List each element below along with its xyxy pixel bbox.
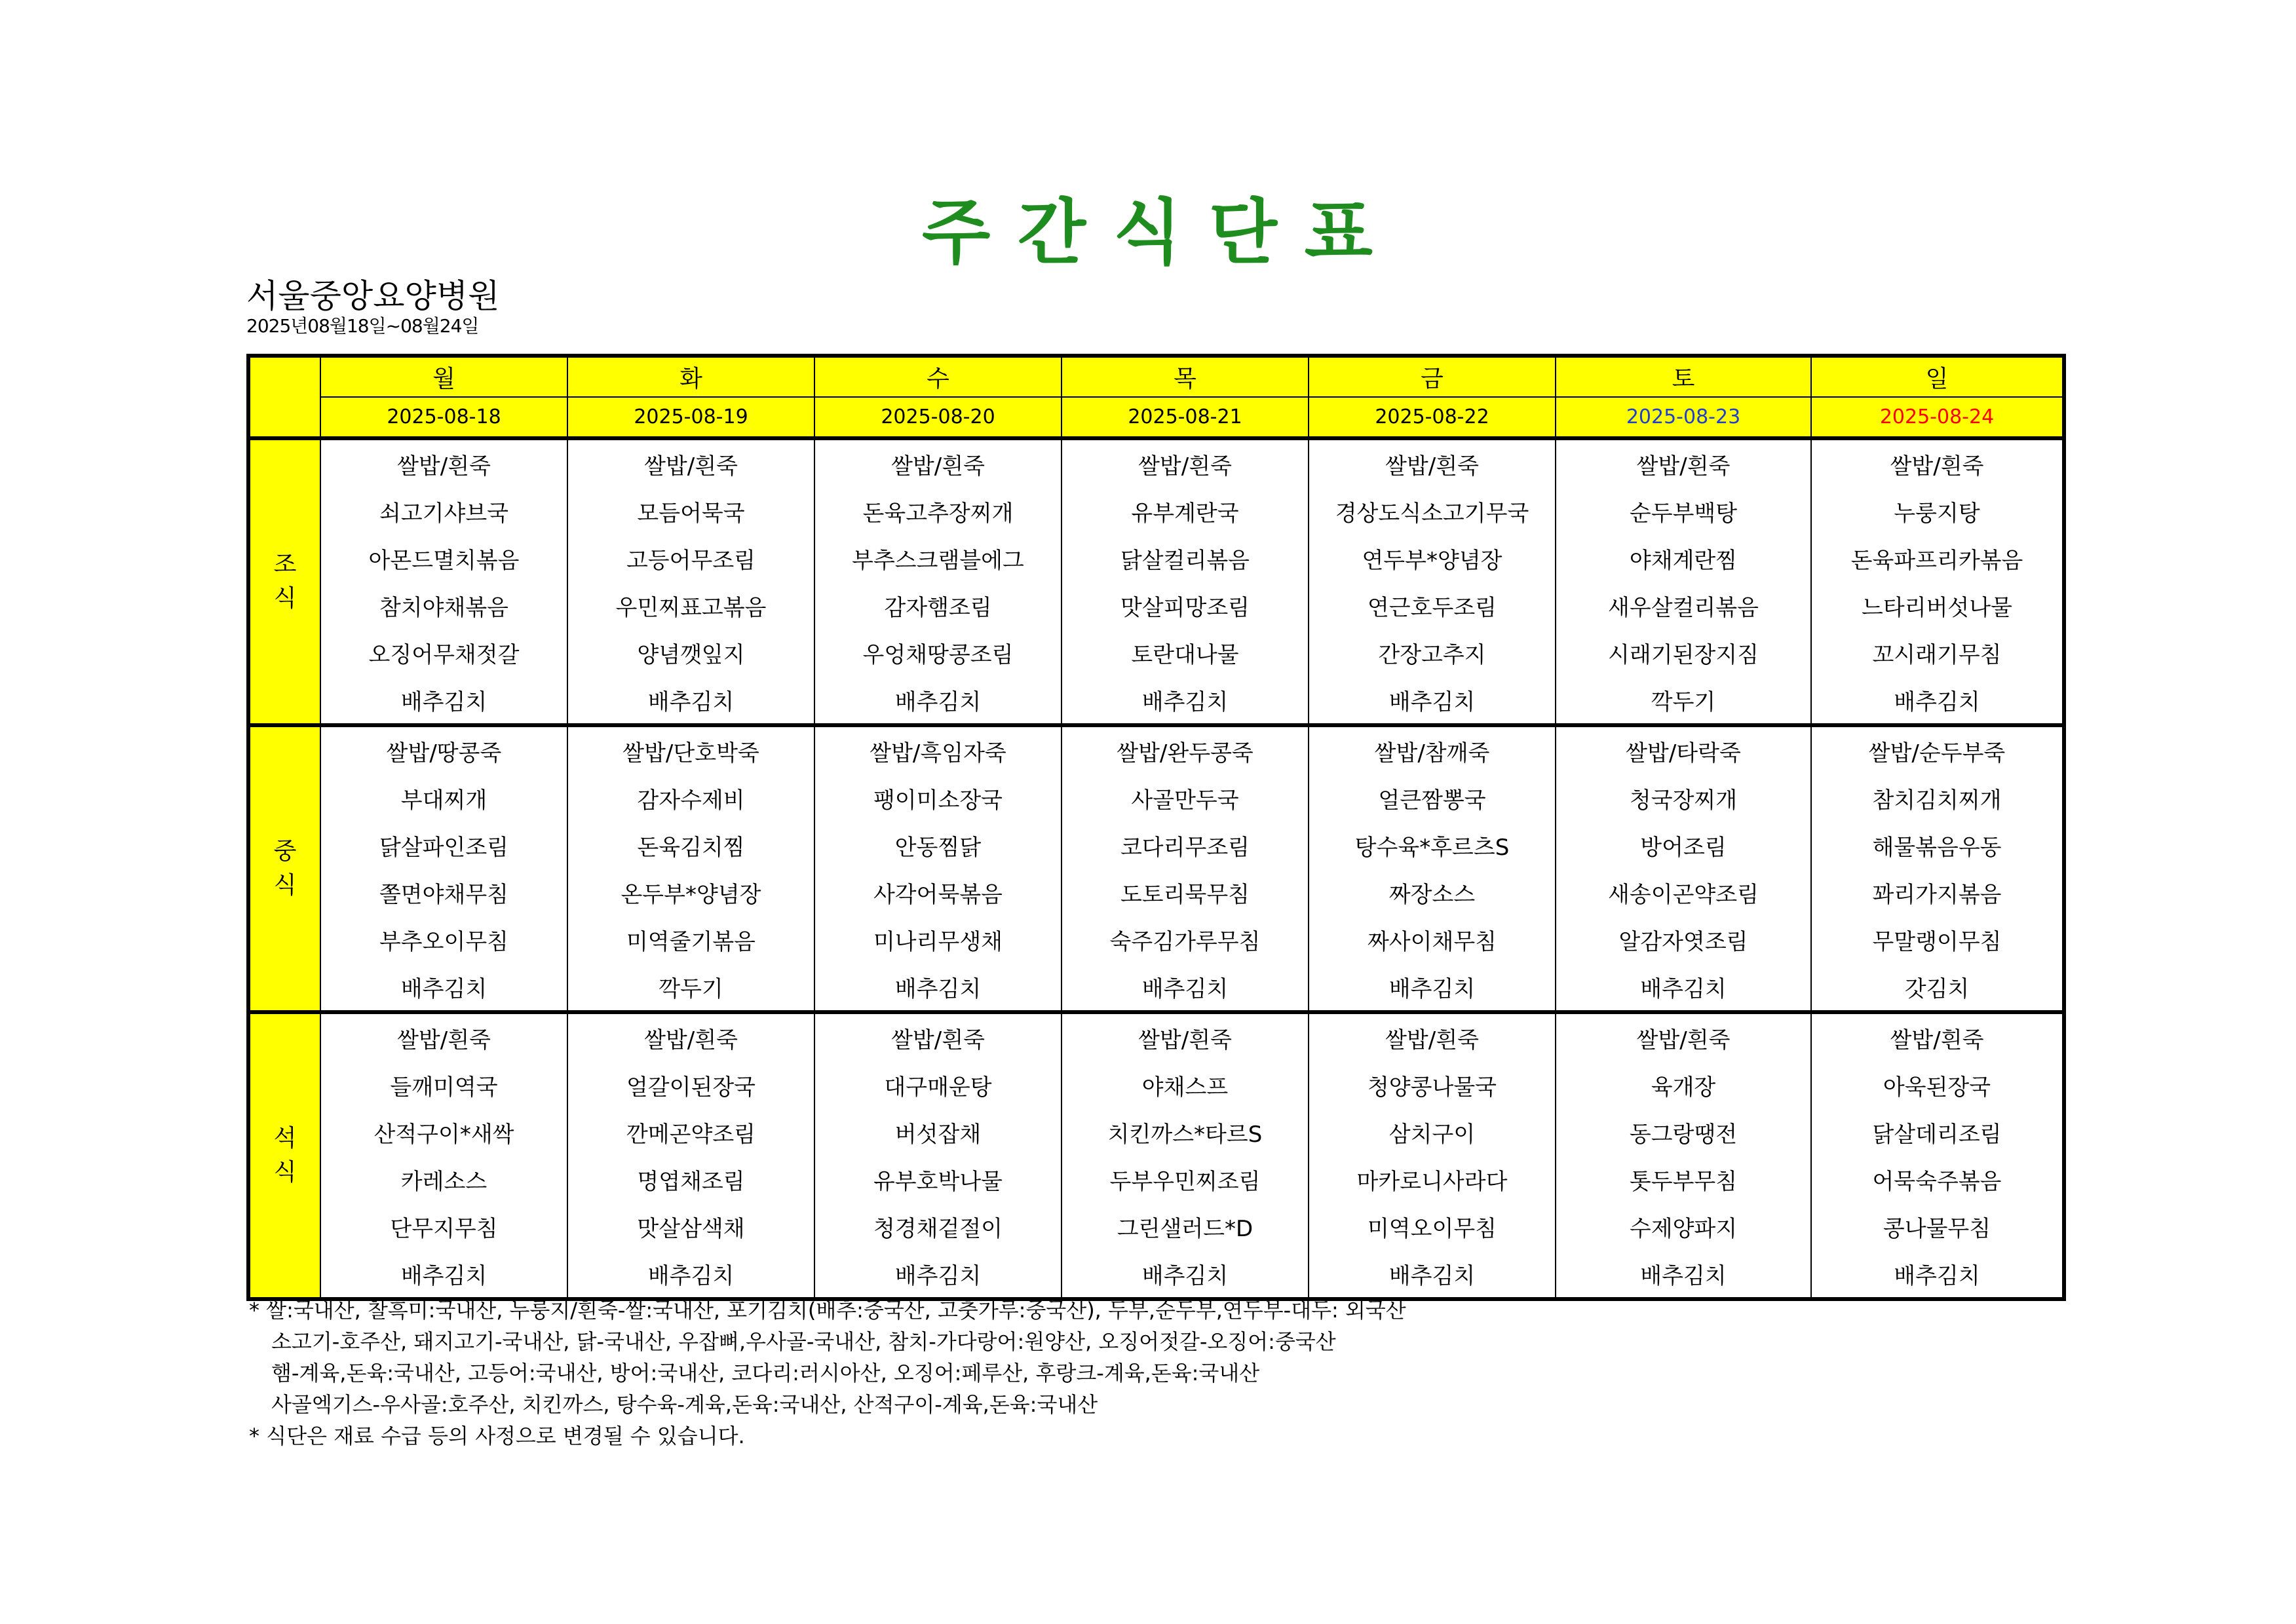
menu-item-mon: 쌀밥/흰죽 xyxy=(320,1012,567,1061)
menu-item-mon: 배추김치 xyxy=(320,963,567,1012)
menu-item-wed: 미나리무생채 xyxy=(814,916,1062,963)
menu-item-sat: 톳두부무침 xyxy=(1556,1156,1811,1203)
menu-item-sun: 느타리버섯나물 xyxy=(1811,582,2064,629)
note-line: 소고기-호주산, 돼지고기-국내산, 닭-국내산, 우잡뼈,우사골-국내산, 참치-가다랑어:원양산, 오징어젓갈-오징어:중국산 xyxy=(271,1329,1336,1354)
menu-item-sun: 돈육파프리카볶음 xyxy=(1811,535,2064,582)
menu-item-wed: 사각어묵볶음 xyxy=(814,869,1062,916)
menu-item-sat: 배추김치 xyxy=(1556,1250,1811,1299)
menu-item-thu: 배추김치 xyxy=(1062,1250,1309,1299)
menu-item-fri: 쌀밥/흰죽 xyxy=(1309,438,1556,487)
breakfast-row xyxy=(248,535,2064,582)
corner-cell xyxy=(248,356,320,438)
menu-item-tue: 얼갈이된장국 xyxy=(567,1061,814,1108)
origin-notes xyxy=(249,1294,1406,1452)
menu-item-tue: 양념깻잎지 xyxy=(567,629,814,676)
menu-item-sun: 콩나물무침 xyxy=(1811,1203,2064,1250)
menu-item-fri: 연두부*양념장 xyxy=(1309,535,1556,582)
date-fri: 2025-08-22 xyxy=(1309,397,1556,438)
menu-item-sun: 배추김치 xyxy=(1811,676,2064,725)
menu-item-fri: 쌀밥/참깨죽 xyxy=(1309,725,1556,774)
note-line: * 식단은 재료 수급 등의 사정으로 변경될 수 있습니다. xyxy=(249,1424,745,1448)
menu-item-mon: 쌀밥/땅콩죽 xyxy=(320,725,567,774)
dinner-row xyxy=(248,1061,2064,1108)
menu-item-wed: 우엉채땅콩조림 xyxy=(814,629,1062,676)
menu-item-sun: 갓김치 xyxy=(1811,963,2064,1012)
menu-item-tue: 모듬어묵국 xyxy=(567,487,814,535)
menu-item-tue: 쌀밥/단호박죽 xyxy=(567,725,814,774)
menu-item-thu: 코다리무조림 xyxy=(1062,821,1309,869)
day-header-sat: 토 xyxy=(1556,356,1811,397)
menu-item-sun: 누룽지탕 xyxy=(1811,487,2064,535)
menu-item-sat: 육개장 xyxy=(1556,1061,1811,1108)
menu-item-sat: 쌀밥/흰죽 xyxy=(1556,1012,1811,1061)
menu-item-sun: 아욱된장국 xyxy=(1811,1061,2064,1108)
note-line: * 쌀:국내산, 찰흑미:국내산, 누룽지/흰죽-쌀:국내산, 포기김치(배추:중국산, 고춧가루:중국산), 두부,순두부,연두부-대두: 외국산 xyxy=(249,1298,1406,1323)
lunch-row xyxy=(248,725,2064,774)
menu-item-wed: 부추스크램블에그 xyxy=(814,535,1062,582)
menu-item-sun: 배추김치 xyxy=(1811,1250,2064,1299)
menu-item-tue: 배추김치 xyxy=(567,676,814,725)
menu-item-wed: 감자햄조림 xyxy=(814,582,1062,629)
menu-item-wed: 배추김치 xyxy=(814,1250,1062,1299)
note-line: 햄-계육,돈육:국내산, 고등어:국내산, 방어:국내산, 코다리:러시아산, 오징어:페루산, 후랑크-계육,돈육:국내산 xyxy=(271,1361,1260,1386)
menu-item-thu: 치킨까스*타르S xyxy=(1062,1108,1309,1156)
menu-item-fri: 짜사이채무침 xyxy=(1309,916,1556,963)
weekly-menu-table xyxy=(246,354,2066,1301)
menu-item-sat: 순두부백탕 xyxy=(1556,487,1811,535)
menu-item-sun: 어묵숙주볶음 xyxy=(1811,1156,2064,1203)
menu-item-mon: 부대찌개 xyxy=(320,774,567,821)
menu-item-tue: 쌀밥/흰죽 xyxy=(567,1012,814,1061)
menu-item-thu: 맛살피망조림 xyxy=(1062,582,1309,629)
menu-item-fri: 탕수육*후르츠S xyxy=(1309,821,1556,869)
meal-label-char: 석 xyxy=(273,1125,297,1152)
menu-item-sat: 깍두기 xyxy=(1556,676,1811,725)
menu-item-sun: 쌀밥/흰죽 xyxy=(1811,438,2064,487)
menu-item-fri: 간장고추지 xyxy=(1309,629,1556,676)
menu-item-tue: 깐메곤약조림 xyxy=(567,1108,814,1156)
lunch-row xyxy=(248,774,2064,821)
menu-item-thu: 쌀밥/완두콩죽 xyxy=(1062,725,1309,774)
menu-item-wed: 버섯잡채 xyxy=(814,1108,1062,1156)
menu-item-fri: 쌀밥/흰죽 xyxy=(1309,1012,1556,1061)
date-thu: 2025-08-21 xyxy=(1062,397,1309,438)
menu-item-mon: 배추김치 xyxy=(320,676,567,725)
menu-item-sun: 쌀밥/순두부죽 xyxy=(1811,725,2064,774)
menu-item-thu: 유부계란국 xyxy=(1062,487,1309,535)
day-header-thu: 목 xyxy=(1062,356,1309,397)
menu-item-fri: 삼치구이 xyxy=(1309,1108,1556,1156)
menu-item-mon: 아몬드멸치볶음 xyxy=(320,535,567,582)
meal-label-char: 조 xyxy=(273,551,297,578)
breakfast-label xyxy=(248,438,320,725)
menu-item-mon: 들깨미역국 xyxy=(320,1061,567,1108)
menu-item-mon: 닭살파인조림 xyxy=(320,821,567,869)
menu-item-thu: 배추김치 xyxy=(1062,676,1309,725)
day-header-sun: 일 xyxy=(1811,356,2064,397)
menu-item-thu: 배추김치 xyxy=(1062,963,1309,1012)
dinner-row xyxy=(248,1203,2064,1250)
date-wed: 2025-08-20 xyxy=(814,397,1062,438)
lunch-row xyxy=(248,916,2064,963)
menu-item-sat: 수제양파지 xyxy=(1556,1203,1811,1250)
menu-item-tue: 감자수제비 xyxy=(567,774,814,821)
menu-item-wed: 돈육고추장찌개 xyxy=(814,487,1062,535)
menu-item-fri: 마카로니사라다 xyxy=(1309,1156,1556,1203)
date-tue: 2025-08-19 xyxy=(567,397,814,438)
menu-item-tue: 온두부*양념장 xyxy=(567,869,814,916)
menu-item-wed: 유부호박나물 xyxy=(814,1156,1062,1203)
date-mon: 2025-08-18 xyxy=(320,397,567,438)
menu-item-sat: 배추김치 xyxy=(1556,963,1811,1012)
organization-name: 서울중앙요양병원 xyxy=(246,277,500,315)
menu-item-sat: 방어조림 xyxy=(1556,821,1811,869)
menu-period: 2025년08월18일~08월24일 xyxy=(246,315,479,337)
menu-item-wed: 대구매운탕 xyxy=(814,1061,1062,1108)
dinner-row xyxy=(248,1156,2064,1203)
menu-item-mon: 쫄면야채무침 xyxy=(320,869,567,916)
breakfast-row xyxy=(248,582,2064,629)
page-title: 주 간 식 단 표 xyxy=(921,192,1375,274)
menu-item-sat: 새송이곤약조림 xyxy=(1556,869,1811,916)
menu-item-wed: 쌀밥/흑임자죽 xyxy=(814,725,1062,774)
menu-item-wed: 쌀밥/흰죽 xyxy=(814,1012,1062,1061)
menu-item-tue: 고등어무조림 xyxy=(567,535,814,582)
menu-item-fri: 연근호두조림 xyxy=(1309,582,1556,629)
menu-item-fri: 청양콩나물국 xyxy=(1309,1061,1556,1108)
menu-item-sun: 꽈리가지볶음 xyxy=(1811,869,2064,916)
date-sun: 2025-08-24 xyxy=(1811,397,2064,438)
menu-item-thu: 토란대나물 xyxy=(1062,629,1309,676)
menu-item-sat: 쌀밥/타락죽 xyxy=(1556,725,1811,774)
dinner-label xyxy=(248,1012,320,1299)
menu-item-thu: 쌀밥/흰죽 xyxy=(1062,1012,1309,1061)
menu-item-sat: 동그랑땡전 xyxy=(1556,1108,1811,1156)
menu-item-fri: 미역오이무침 xyxy=(1309,1203,1556,1250)
breakfast-row xyxy=(248,487,2064,535)
menu-item-sat: 시래기된장지짐 xyxy=(1556,629,1811,676)
menu-item-mon: 쌀밥/흰죽 xyxy=(320,438,567,487)
menu-item-thu: 쌀밥/흰죽 xyxy=(1062,438,1309,487)
menu-item-sat: 쌀밥/흰죽 xyxy=(1556,438,1811,487)
menu-item-mon: 배추김치 xyxy=(320,1250,567,1299)
menu-item-fri: 배추김치 xyxy=(1309,1250,1556,1299)
menu-item-tue: 쌀밥/흰죽 xyxy=(567,438,814,487)
breakfast-row xyxy=(248,676,2064,725)
menu-item-thu: 그린샐러드*D xyxy=(1062,1203,1309,1250)
menu-item-sat: 새우살컬리볶음 xyxy=(1556,582,1811,629)
menu-item-tue: 우민찌표고볶음 xyxy=(567,582,814,629)
menu-item-wed: 청경채겉절이 xyxy=(814,1203,1062,1250)
day-header-tue: 화 xyxy=(567,356,814,397)
menu-item-sun: 쌀밥/흰죽 xyxy=(1811,1012,2064,1061)
dinner-row xyxy=(248,1250,2064,1299)
day-header-row xyxy=(248,356,2064,397)
meal-label-char: 식 xyxy=(273,872,297,899)
menu-item-tue: 돈육김치찜 xyxy=(567,821,814,869)
menu-item-wed: 배추김치 xyxy=(814,676,1062,725)
day-header-fri: 금 xyxy=(1309,356,1556,397)
date-sat: 2025-08-23 xyxy=(1556,397,1811,438)
menu-item-mon: 부추오이무침 xyxy=(320,916,567,963)
note-line: 사골엑기스-우사골:호주산, 치킨까스, 탕수육-계육,돈육:국내산, 산적구이-계육,돈육:국내산 xyxy=(271,1392,1098,1417)
menu-item-sat: 청국장찌개 xyxy=(1556,774,1811,821)
lunch-row xyxy=(248,869,2064,916)
menu-item-thu: 야채스프 xyxy=(1062,1061,1309,1108)
date-header-row xyxy=(248,397,2064,438)
menu-item-tue: 배추김치 xyxy=(567,1250,814,1299)
menu-item-thu: 두부우민찌조림 xyxy=(1062,1156,1309,1203)
menu-item-wed: 안동찜닭 xyxy=(814,821,1062,869)
day-header-mon: 월 xyxy=(320,356,567,397)
menu-item-thu: 숙주김가루무침 xyxy=(1062,916,1309,963)
breakfast-row xyxy=(248,629,2064,676)
menu-item-mon: 오징어무채젓갈 xyxy=(320,629,567,676)
dinner-row xyxy=(248,1108,2064,1156)
menu-item-tue: 맛살삼색채 xyxy=(567,1203,814,1250)
menu-item-sun: 참치김치찌개 xyxy=(1811,774,2064,821)
menu-item-wed: 쌀밥/흰죽 xyxy=(814,438,1062,487)
menu-item-mon: 참치야채볶음 xyxy=(320,582,567,629)
menu-item-mon: 카레소스 xyxy=(320,1156,567,1203)
lunch-row xyxy=(248,821,2064,869)
menu-item-fri: 얼큰짬뽕국 xyxy=(1309,774,1556,821)
lunch-row xyxy=(248,963,2064,1012)
menu-item-mon: 쇠고기샤브국 xyxy=(320,487,567,535)
day-header-wed: 수 xyxy=(814,356,1062,397)
menu-item-fri: 배추김치 xyxy=(1309,963,1556,1012)
menu-item-tue: 미역줄기볶음 xyxy=(567,916,814,963)
menu-item-sun: 닭살데리조림 xyxy=(1811,1108,2064,1156)
menu-item-fri: 짜장소스 xyxy=(1309,869,1556,916)
dinner-row xyxy=(248,1012,2064,1061)
menu-item-fri: 경상도식소고기무국 xyxy=(1309,487,1556,535)
menu-item-sun: 꼬시래기무침 xyxy=(1811,629,2064,676)
meal-label-char: 식 xyxy=(273,1159,297,1186)
menu-item-mon: 단무지무침 xyxy=(320,1203,567,1250)
menu-item-sun: 해물볶음우동 xyxy=(1811,821,2064,869)
menu-item-sat: 야채계란찜 xyxy=(1556,535,1811,582)
menu-item-tue: 명엽채조림 xyxy=(567,1156,814,1203)
meal-label-char: 중 xyxy=(273,838,297,865)
menu-item-sat: 알감자엿조림 xyxy=(1556,916,1811,963)
breakfast-row xyxy=(248,438,2064,487)
menu-item-tue: 깍두기 xyxy=(567,963,814,1012)
menu-item-thu: 도토리묵무침 xyxy=(1062,869,1309,916)
menu-item-wed: 배추김치 xyxy=(814,963,1062,1012)
menu-item-thu: 닭살컬리볶음 xyxy=(1062,535,1309,582)
menu-item-fri: 배추김치 xyxy=(1309,676,1556,725)
menu-item-sun: 무말랭이무침 xyxy=(1811,916,2064,963)
menu-item-wed: 팽이미소장국 xyxy=(814,774,1062,821)
menu-item-mon: 산적구이*새싹 xyxy=(320,1108,567,1156)
lunch-label xyxy=(248,725,320,1012)
meal-label-char: 식 xyxy=(273,585,297,612)
menu-item-thu: 사골만두국 xyxy=(1062,774,1309,821)
